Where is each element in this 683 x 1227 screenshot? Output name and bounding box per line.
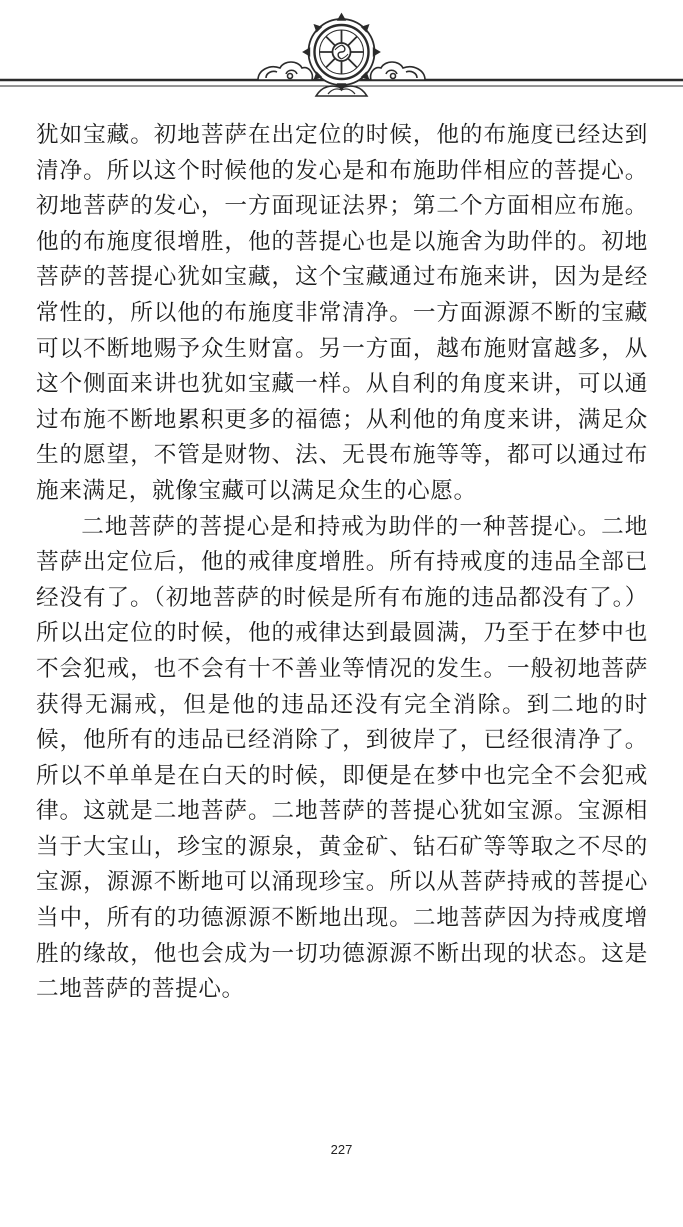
page-body xyxy=(36,118,648,1008)
cloud-scroll-left-icon xyxy=(258,62,312,80)
page-header-ornament xyxy=(0,0,683,110)
body-paragraph: 犹如宝藏。初地菩萨在出定位的时候，他的布施度已经达到清净。所以这个时候他的发心是和布施助伴相应的菩提心。初地菩萨的发心，一方面现证法界；第二个方面相应布施。他的布施度很增胜，他的菩提心也是以施舍为助伴的。初地菩萨的菩提心犹如宝藏，这个宝藏通过布施来讲，因为是经常性的，所以他的布施度非常清净。一方面源源不断的宝藏可以不断地赐予众生财富。另一方面，越布施财富越多，从这个侧面来讲也犹如宝藏一样。从自利的角度来讲，可以通过布施不断地累积更多的福德；从利他的角度来讲，满足众生的愿望，不管是财物、法、无畏布施等等，都可以通过布施来满足，就像宝藏可以满足众生的心愿。 xyxy=(36,122,648,504)
page-number: 227 xyxy=(330,1142,353,1157)
cloud-scroll-right-icon xyxy=(371,62,425,80)
body-paragraph: 二地菩萨的菩提心是和持戒为助伴的一种菩提心。二地菩萨出定位后，他的戒律度增胜。所有持戒度的违品全部已经没有了。（初地菩萨的时候是所有布施的违品都没有了。）所以出定位的时候，他的戒律达到最圆满，乃至于在梦中也不会犯戒，也不会有十不善业等情况的发生。一般初地菩萨获得无漏戒，但是他的违品还没有完全消除。到二地的时候，他所有的违品已经消除了，到彼岸了，已经很清净了。所以不单单是在白天的时候，即便是在梦中也完全不会犯戒律。这就是二地菩萨。二地菩萨的菩提心犹如宝源。宝源相当于大宝山，珍宝的源泉，黄金矿、钻石矿等等取之不尽的宝源，源源不断地可以涌现珍宝。所以从菩萨持戒的菩提心当中，所有的功德源源不断地出现。二地菩萨因为持戒度增胜的缘故，他也会成为一切功德源源不断出现的状态。这是二地菩萨的菩提心。 xyxy=(36,513,648,1003)
dharma-wheel-icon xyxy=(304,14,380,96)
